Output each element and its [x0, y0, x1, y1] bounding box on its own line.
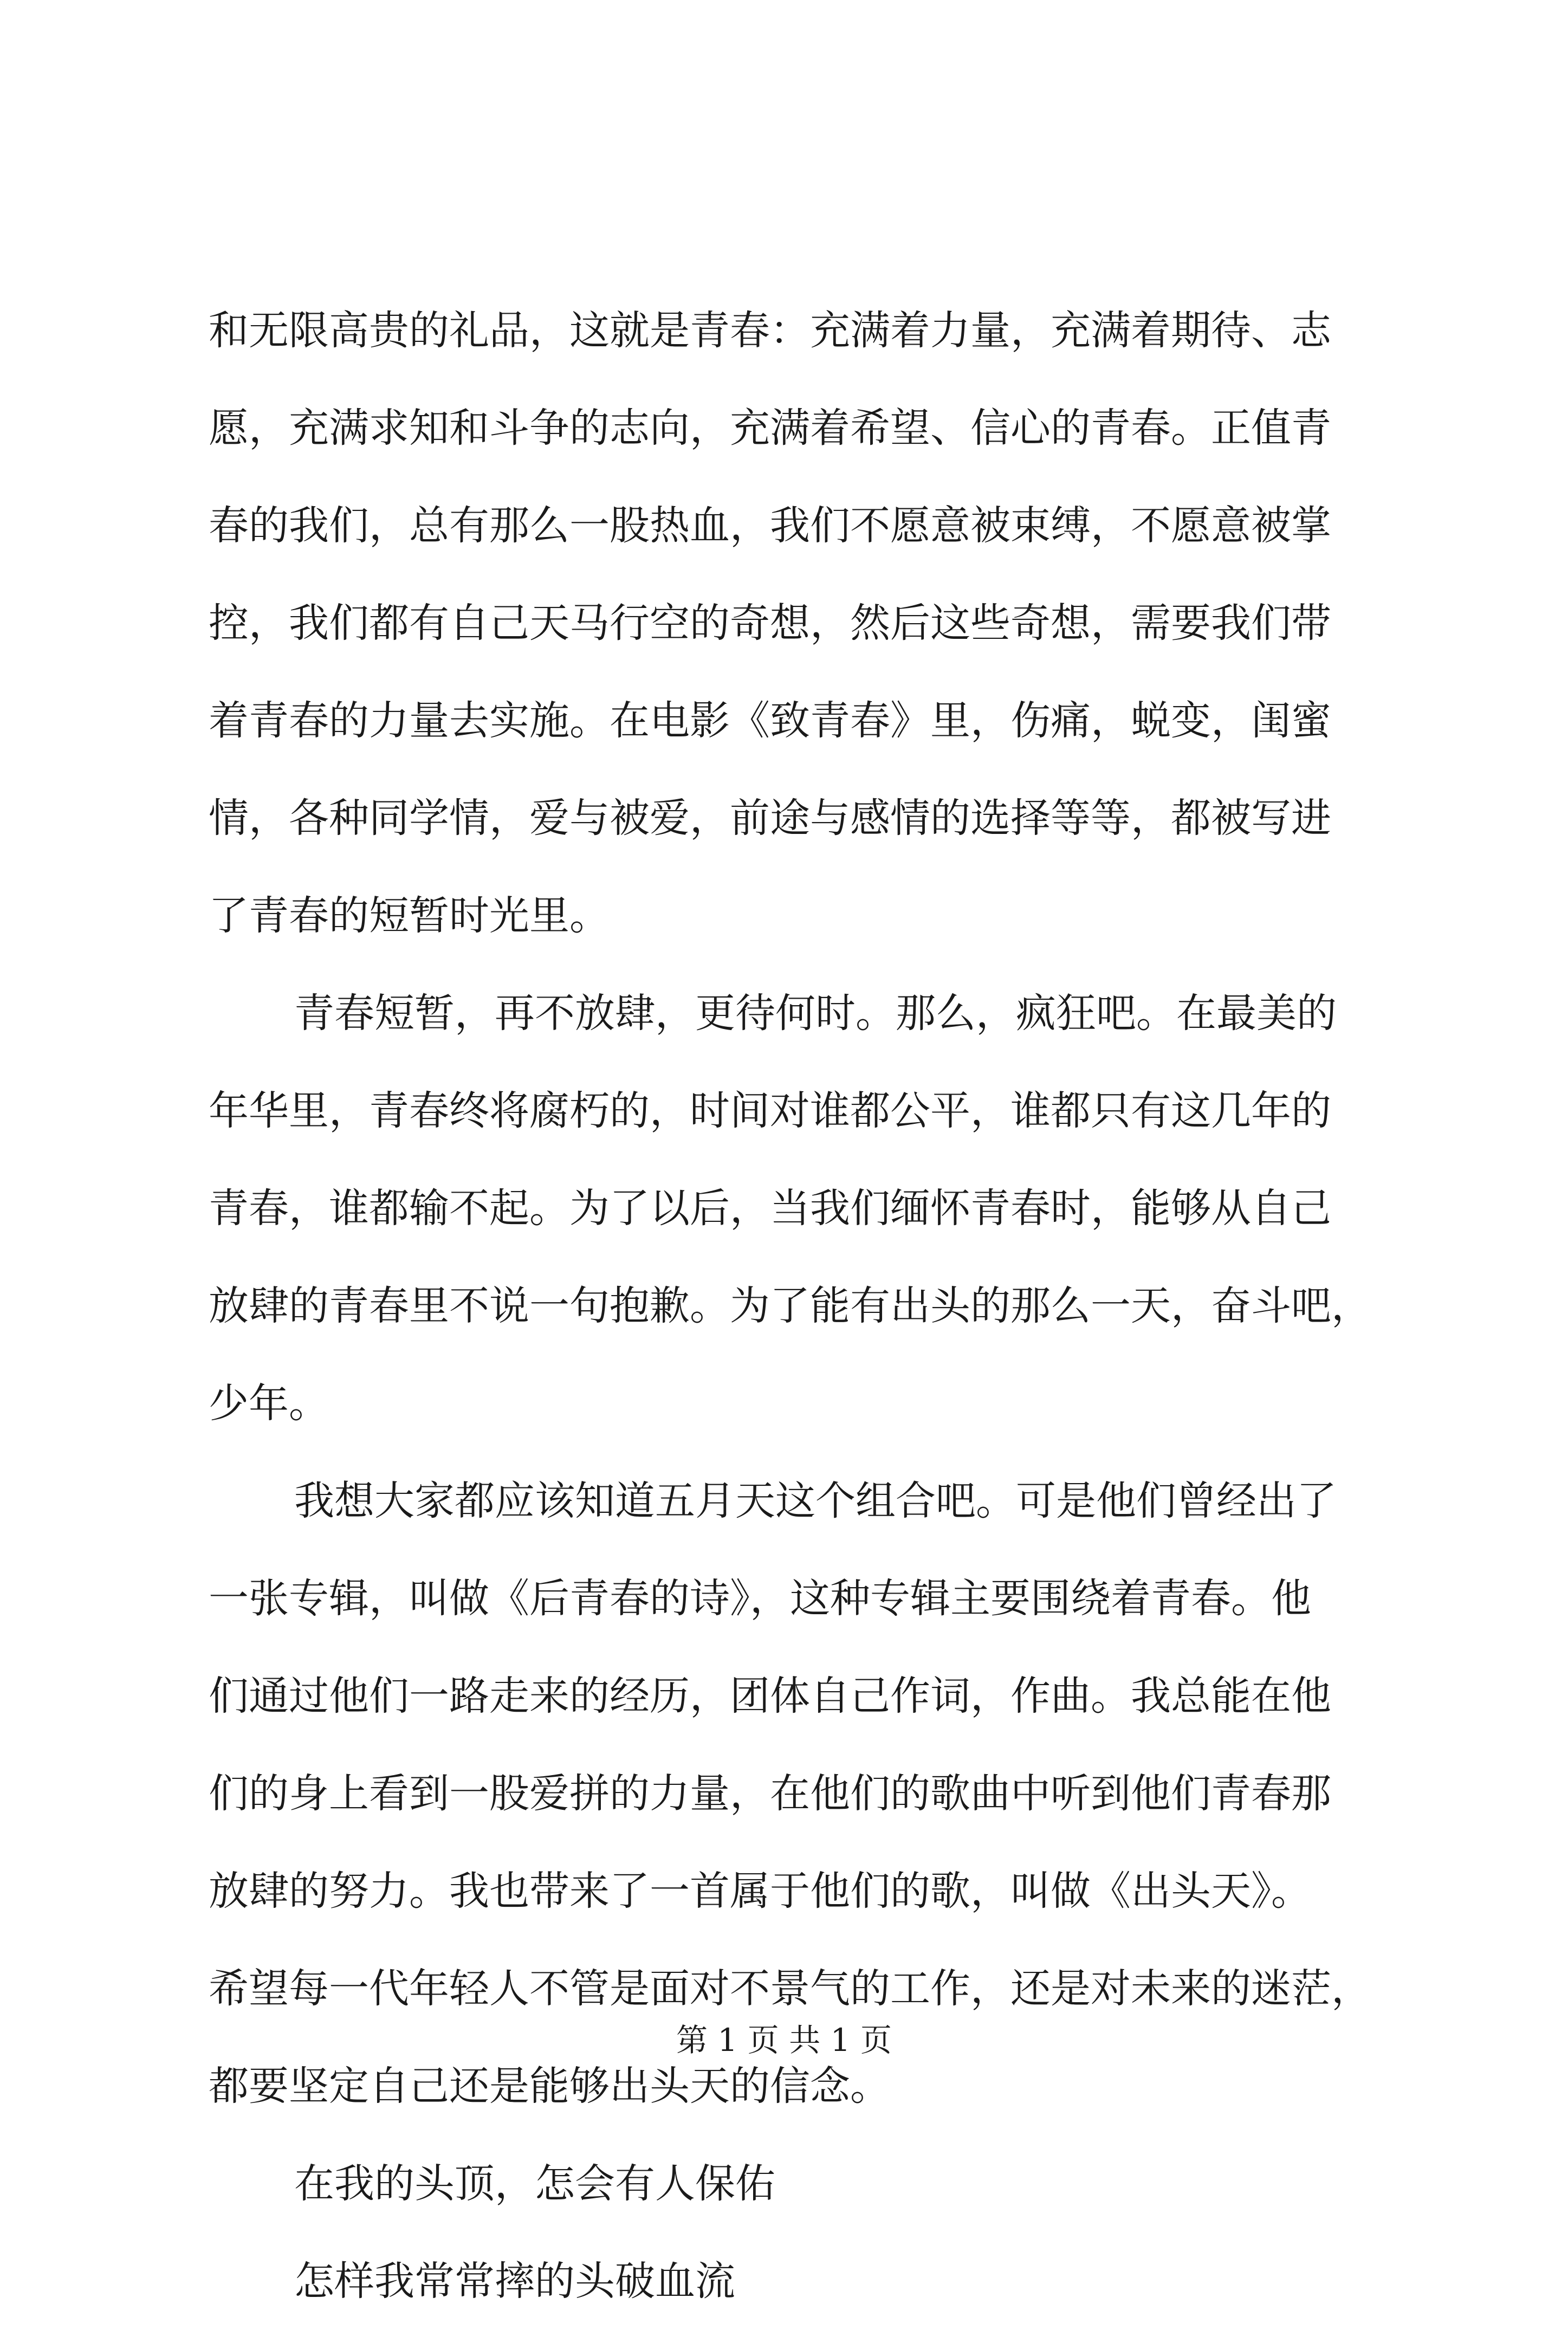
paragraph [209, 965, 1371, 1452]
lyric-line [209, 2135, 1360, 2232]
text-line: 我想大家都应该知道五月天这个组合吧。可是他们曾经出了 [294, 1478, 1337, 1524]
text-line: 放肆的努力。我也带来了一首属于他们的歌，叫做《出头天》。 [209, 1868, 1311, 1914]
text-line: 控，我们都有自己天马行空的奇想，然后这些奇想，需要我们带 [209, 600, 1331, 646]
text-line: 青春，谁都输不起。为了以后，当我们缅怀青春时，能够从自己 [209, 1185, 1331, 1232]
text-line: 放肆的青春里不说一句抱歉。为了能有出头的那么一天，奋斗吧， [209, 1283, 1371, 1329]
text-line: 愿，充满求知和斗争的志向，充满着希望、信心的青春。正值青 [209, 405, 1331, 451]
page-footer [0, 2016, 1568, 2064]
text-line: 情，各种同学情，爱与被爱，前途与感情的选择等等，都被写进 [209, 795, 1331, 842]
page-number-label: 第 1 页 共 1 页 [676, 2022, 892, 2059]
text-line: 着青春的力量去实施。在电影《致青春》里，伤痛，蜕变，闺蜜 [209, 697, 1331, 744]
text-line: 少年。 [209, 1380, 329, 1427]
text-line: 们的身上看到一股爱拼的力量，在他们的歌曲中听到他们青春那 [209, 1770, 1331, 1817]
text-line: 怎样我常常摔的头破血流 [294, 2258, 735, 2305]
text-line: 青春短暂，再不放肆，更待何时。那么，疯狂吧。在最美的 [294, 990, 1337, 1037]
text-line: 和无限高贵的礼品，这就是青春：充满着力量，充满着期待、志 [209, 307, 1331, 354]
text-line: 在我的头顶，怎会有人保佑 [294, 2160, 775, 2207]
text-line: 年华里，青春终将腐朽的，时间对谁都公平，谁都只有这几年的 [209, 1088, 1331, 1134]
text-line: 希望每一代年轻人不管是面对不景气的工作，还是对未来的迷茫， [209, 1965, 1371, 2012]
paragraph [209, 282, 1360, 965]
text-line: 春的我们，总有那么一股热血，我们不愿意被束缚，不愿意被掌 [209, 502, 1331, 549]
text-line: 都要坚定自己还是能够出头天的信念。 [209, 2063, 890, 2109]
lyric-line [209, 2232, 1360, 2330]
text-line: 们通过他们一路走来的经历，团体自己作词，作曲。我总能在他 [209, 1673, 1331, 1719]
text-line: 一张专辑，叫做《后青春的诗》，这种专辑主要围绕着青春。他 [209, 1575, 1311, 1622]
text-line: 了青春的短暂时光里。 [209, 892, 610, 939]
